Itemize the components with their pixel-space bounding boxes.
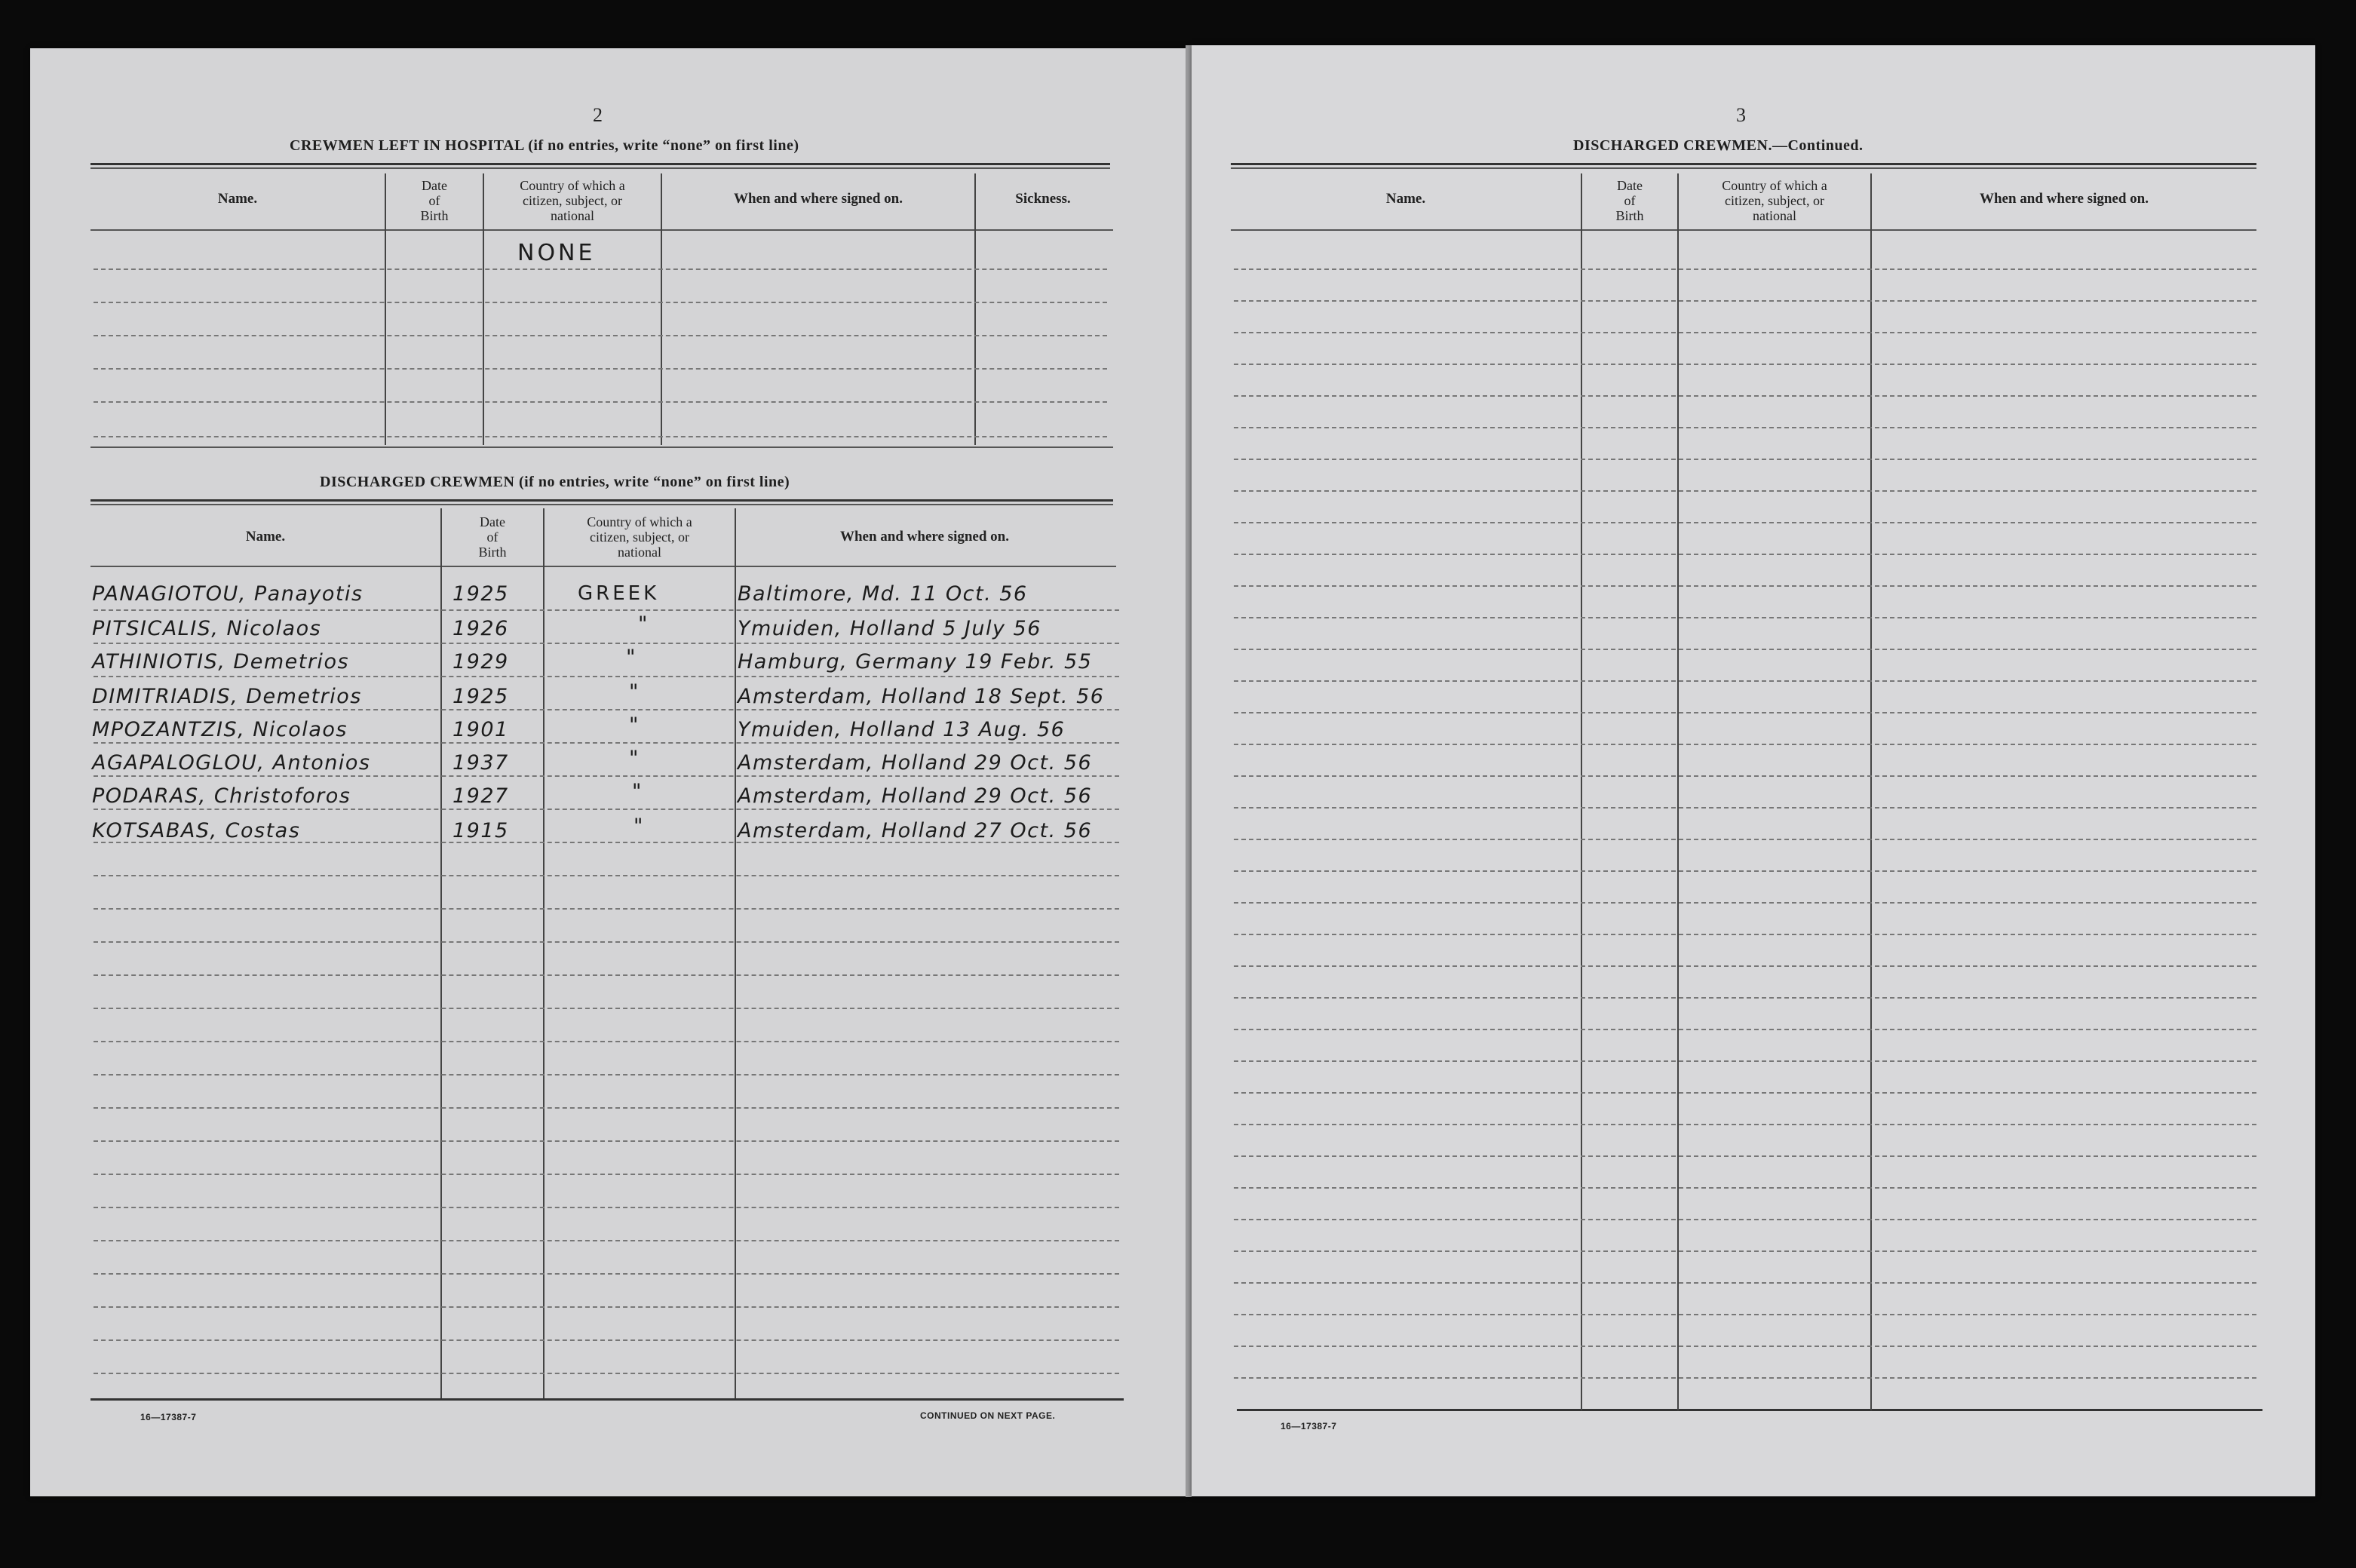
discharged-col-name: Name. (245, 529, 286, 545)
discharged-col-signed: When and where signed on. (839, 529, 1009, 545)
crew-signed-on: Baltimore, Md. 11 Oct. 56 (738, 582, 1028, 606)
crew-country: " (633, 815, 644, 838)
crew-name: AGAPALOGLOU, Antonios (92, 751, 371, 775)
hospital-col-divider (661, 173, 662, 445)
crew-signed-on: Ymuiden, Holland 5 July 56 (738, 617, 1041, 640)
discharged-title-text: DISCHARGED CREWMEN (320, 474, 515, 490)
form-number-right: 16—17387-7 (1281, 1421, 1337, 1431)
discharged-header-rule (90, 566, 1116, 567)
hospital-header-rule (90, 229, 1113, 231)
hospital-title-instruction: (if no entries, write “none” on first line) (528, 137, 799, 154)
crew-name: KOTSABAS, Costas (92, 819, 301, 842)
discharged-section-title (320, 474, 790, 491)
crew-birth: 1925 (452, 685, 509, 708)
right-top-rule-2 (1231, 167, 2256, 169)
right-col-name: Name. (1385, 191, 1426, 207)
right-col-divider (1870, 173, 1872, 1410)
discharged-col-divider (543, 508, 545, 1398)
crew-name: DIMITRIADIS, Demetrios (92, 685, 362, 708)
hospital-section-title (290, 137, 799, 155)
crew-signed-on: Amsterdam, Holland 29 Oct. 56 (738, 784, 1093, 808)
crew-signed-on: Amsterdam, Holland 27 Oct. 56 (738, 819, 1093, 842)
page-number-right: 3 (1736, 104, 1746, 126)
crew-country: " (632, 780, 643, 803)
crew-country: " (629, 680, 640, 704)
discharged-bottom-rule (90, 1398, 1124, 1401)
discharged-top-rule-2 (90, 504, 1113, 505)
right-col-divider (1581, 173, 1582, 1410)
discharged-col-country: Country of which a citizen, subject, or national (587, 514, 692, 560)
crew-country: " (629, 747, 640, 770)
hospital-title-text: CREWMEN LEFT IN HOSPITAL (290, 137, 524, 154)
crew-birth: 1929 (452, 650, 509, 674)
crew-signed-on: Ymuiden, Holland 13 Aug. 56 (738, 718, 1066, 741)
crew-country: GREEK (578, 582, 660, 605)
crew-name: PODARAS, Christoforos (92, 784, 351, 808)
hospital-col-signed: When and where signed on. (733, 191, 903, 207)
crew-name: ATHINIOTIS, Demetrios (92, 650, 350, 674)
discharged-col-divider (735, 508, 736, 1398)
hospital-col-birth: Date of Birth (420, 178, 449, 223)
discharged-title-instruction: (if no entries, write “none” on first line) (518, 474, 790, 490)
page-crease (1186, 45, 1192, 1497)
crew-birth: 1927 (452, 784, 509, 808)
discharged-continued-title: DISCHARGED CREWMEN.—Continued. (1573, 137, 1864, 154)
crew-name: PANAGIOTOU, Panayotis (92, 582, 364, 606)
hospital-col-country: Country of which a citizen, subject, or national (520, 178, 625, 223)
crew-name: PITSICALIS, Nicolaos (92, 617, 322, 640)
form-number-left: 16—17387-7 (140, 1412, 197, 1422)
hospital-top-rule (90, 163, 1110, 165)
crew-signed-on: Hamburg, Germany 19 Febr. 55 (738, 650, 1093, 674)
discharged-col-divider (440, 508, 442, 1398)
right-col-country: Country of which a citizen, subject, or national (1722, 178, 1827, 223)
crew-signed-on: Amsterdam, Holland 29 Oct. 56 (738, 751, 1093, 775)
continued-note: CONTINUED ON NEXT PAGE. (920, 1410, 1056, 1421)
hospital-bottom-rule (90, 446, 1113, 448)
discharged-col-birth: Date of Birth (478, 514, 507, 560)
hospital-top-rule-2 (90, 167, 1110, 169)
right-form-page (1192, 45, 2315, 1496)
hospital-col-name: Name. (217, 191, 258, 207)
crew-birth: 1915 (452, 819, 509, 842)
hospital-col-divider (974, 173, 976, 445)
right-header-rule (1231, 229, 2256, 231)
hospital-none-entry: NONE (517, 240, 596, 266)
crew-signed-on: Amsterdam, Holland 18 Sept. 56 (738, 685, 1105, 708)
right-top-rule (1231, 163, 2256, 165)
crew-birth: 1937 (452, 751, 509, 775)
discharged-top-rule (90, 499, 1113, 502)
right-bottom-rule (1237, 1409, 2262, 1411)
crew-country: " (626, 646, 637, 669)
crew-name: MPOZANTZIS, Nicolaos (92, 718, 348, 741)
right-col-birth: Date of Birth (1615, 178, 1644, 223)
right-col-divider (1677, 173, 1679, 1410)
crew-birth: 1925 (452, 582, 509, 606)
right-col-signed: When and where signed on. (1979, 191, 2149, 207)
crew-country: " (629, 713, 640, 737)
hospital-col-sickness: Sickness. (1015, 191, 1071, 207)
page-number-left: 2 (593, 104, 603, 126)
crew-country: " (638, 612, 649, 636)
crew-birth: 1926 (452, 617, 509, 640)
crew-birth: 1901 (452, 718, 509, 741)
